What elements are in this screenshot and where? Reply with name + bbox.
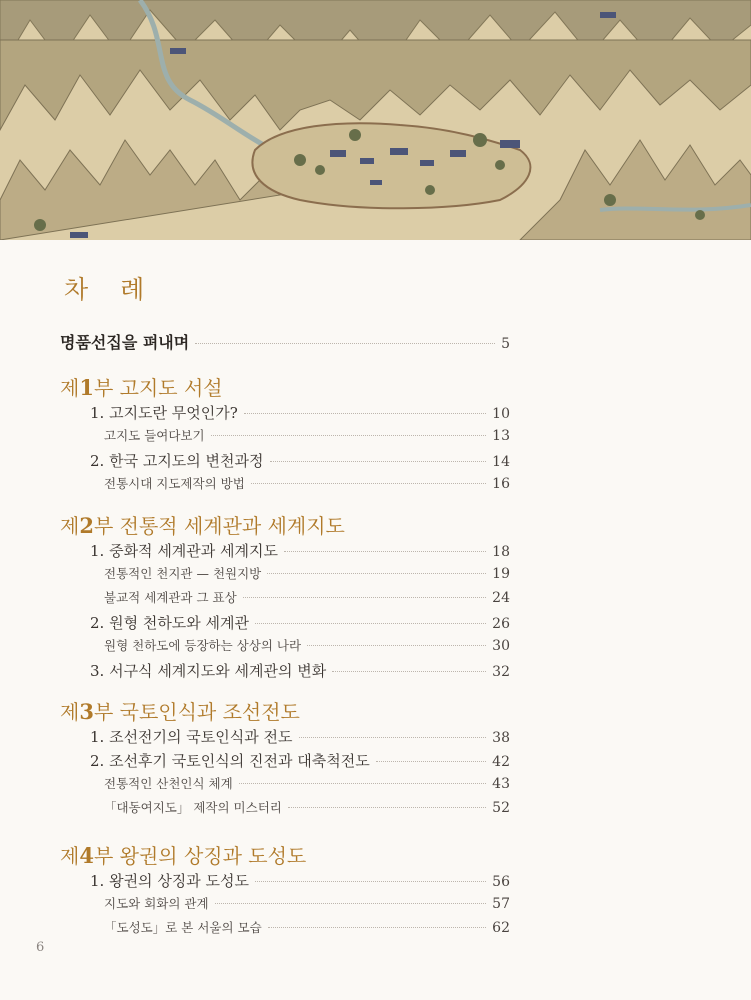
dot-leader xyxy=(255,623,486,624)
toc-chapter-entry[interactable] xyxy=(60,870,510,891)
dot-leader xyxy=(255,881,486,882)
toc-part-heading[interactable] xyxy=(60,372,510,401)
toc-entry-page: 30 xyxy=(492,638,510,654)
dot-leader xyxy=(288,807,486,808)
toc-entry-page: 19 xyxy=(492,566,510,582)
part-title: 부 전통적 세계관과 세계지도 xyxy=(93,514,345,538)
dot-leader xyxy=(211,435,487,436)
toc-subsection-entry[interactable] xyxy=(60,474,510,492)
toc-entry-label: 2. 조선후기 국토인식의 진전과 대축척전도 xyxy=(90,752,370,770)
toc-entry-page: 32 xyxy=(492,664,510,680)
toc-entry-label: 전통적인 천지관 — 천원지방 xyxy=(104,566,262,581)
toc-chapter-entry[interactable] xyxy=(60,660,510,681)
toc-entry-label: 지도와 회화의 관계 xyxy=(104,896,209,911)
toc-entry-page: 13 xyxy=(492,428,510,444)
toc-chapter-entry[interactable] xyxy=(60,540,510,561)
part-prefix: 제 xyxy=(60,700,80,724)
part-title: 부 고지도 서설 xyxy=(93,376,223,400)
part-prefix: 제 xyxy=(60,376,80,400)
toc-entry-label: 1. 고지도란 무엇인가? xyxy=(90,404,238,422)
dot-leader xyxy=(332,671,486,672)
page-number: 6 xyxy=(36,940,45,955)
toc-entry-label: 1. 왕권의 상징과 도성도 xyxy=(90,872,250,890)
dot-leader xyxy=(251,483,486,484)
toc-entry-label: 1. 조선전기의 국토인식과 전도 xyxy=(90,728,293,746)
toc-part-heading[interactable] xyxy=(60,510,510,539)
toc-entry-page: 52 xyxy=(492,800,510,816)
toc-entry-label: 불교적 세계관과 그 표상 xyxy=(104,590,237,605)
toc-entry-page: 57 xyxy=(492,896,510,912)
toc-entry-page: 18 xyxy=(492,544,510,560)
dot-leader xyxy=(244,413,486,414)
dot-leader xyxy=(195,343,495,344)
toc-entry-page: 24 xyxy=(492,590,510,606)
dot-leader xyxy=(270,461,487,462)
dot-leader xyxy=(376,761,486,762)
toc-chapter-entry[interactable] xyxy=(60,450,510,471)
toc-entry-label: 1. 중화적 세계관과 세계지도 xyxy=(90,542,279,560)
toc-entry-page: 16 xyxy=(492,476,510,492)
part-prefix: 제 xyxy=(60,514,80,538)
toc-subsection-entry[interactable] xyxy=(60,918,510,936)
toc-subsection-entry[interactable] xyxy=(60,894,510,912)
toc-entry-page: 38 xyxy=(492,730,510,746)
toc-part-heading[interactable] xyxy=(60,696,510,725)
toc-chapter-entry[interactable] xyxy=(60,750,510,771)
toc-entry-label: 고지도 들여다보기 xyxy=(104,428,205,443)
toc-entry-label: 「도성도」로 본 서울의 모습 xyxy=(104,920,262,935)
toc-entry-page: 42 xyxy=(492,754,510,770)
toc-entry-page: 62 xyxy=(492,920,510,936)
toc-entry-label: 전통적인 산천인식 체계 xyxy=(104,776,233,791)
toc-entry-page: 10 xyxy=(492,406,510,422)
dot-leader xyxy=(284,551,486,552)
toc-subsection-entry[interactable] xyxy=(60,636,510,654)
dot-leader xyxy=(268,927,487,928)
toc-entry-label: 3. 서구식 세계지도와 세계관의 변화 xyxy=(90,662,327,680)
part-number: 4 xyxy=(79,843,94,868)
dot-leader xyxy=(299,737,487,738)
toc-entry-page: 14 xyxy=(492,454,510,470)
part-number: 3 xyxy=(79,699,94,724)
part-title: 부 왕권의 상징과 도성도 xyxy=(93,844,307,868)
toc-chapter-entry[interactable] xyxy=(60,612,510,633)
dot-leader xyxy=(243,597,487,598)
toc-entry-intro[interactable] xyxy=(60,330,510,353)
toc-entry-label: 2. 한국 고지도의 변천과정 xyxy=(90,452,264,470)
toc-entry-page: 26 xyxy=(492,616,510,632)
header-map-illustration xyxy=(0,0,751,240)
toc-chapter-entry[interactable] xyxy=(60,402,510,423)
dot-leader xyxy=(215,903,487,904)
dot-leader xyxy=(267,573,486,574)
toc-entry-label: 원형 천하도에 등장하는 상상의 나라 xyxy=(104,638,302,653)
toc-part-heading[interactable] xyxy=(60,840,510,869)
part-number: 2 xyxy=(79,513,94,538)
toc-subsection-entry[interactable] xyxy=(60,588,510,606)
toc-subsection-entry[interactable] xyxy=(60,798,510,816)
toc-entry-page: 43 xyxy=(492,776,510,792)
part-title: 부 국토인식과 조선전도 xyxy=(93,700,300,724)
dot-leader xyxy=(307,645,486,646)
part-prefix: 제 xyxy=(60,844,80,868)
toc-chapter-entry[interactable] xyxy=(60,726,510,747)
toc-entry-label: 전통시대 지도제작의 방법 xyxy=(104,476,245,491)
toc-entry-label: 명품선집을 펴내며 xyxy=(60,333,190,352)
toc-subsection-entry[interactable] xyxy=(60,774,510,792)
dot-leader xyxy=(239,783,486,784)
toc-subsection-entry[interactable] xyxy=(60,564,510,582)
toc-entry-page: 5 xyxy=(501,336,510,352)
toc-entry-page: 56 xyxy=(492,874,510,890)
toc-entry-label: 2. 원형 천하도와 세계관 xyxy=(90,614,250,632)
toc-title: 차 례 xyxy=(64,275,157,304)
toc-entry-label: 「대동여지도」 제작의 미스터리 xyxy=(104,800,282,815)
part-number: 1 xyxy=(79,375,94,400)
toc-subsection-entry[interactable] xyxy=(60,426,510,444)
